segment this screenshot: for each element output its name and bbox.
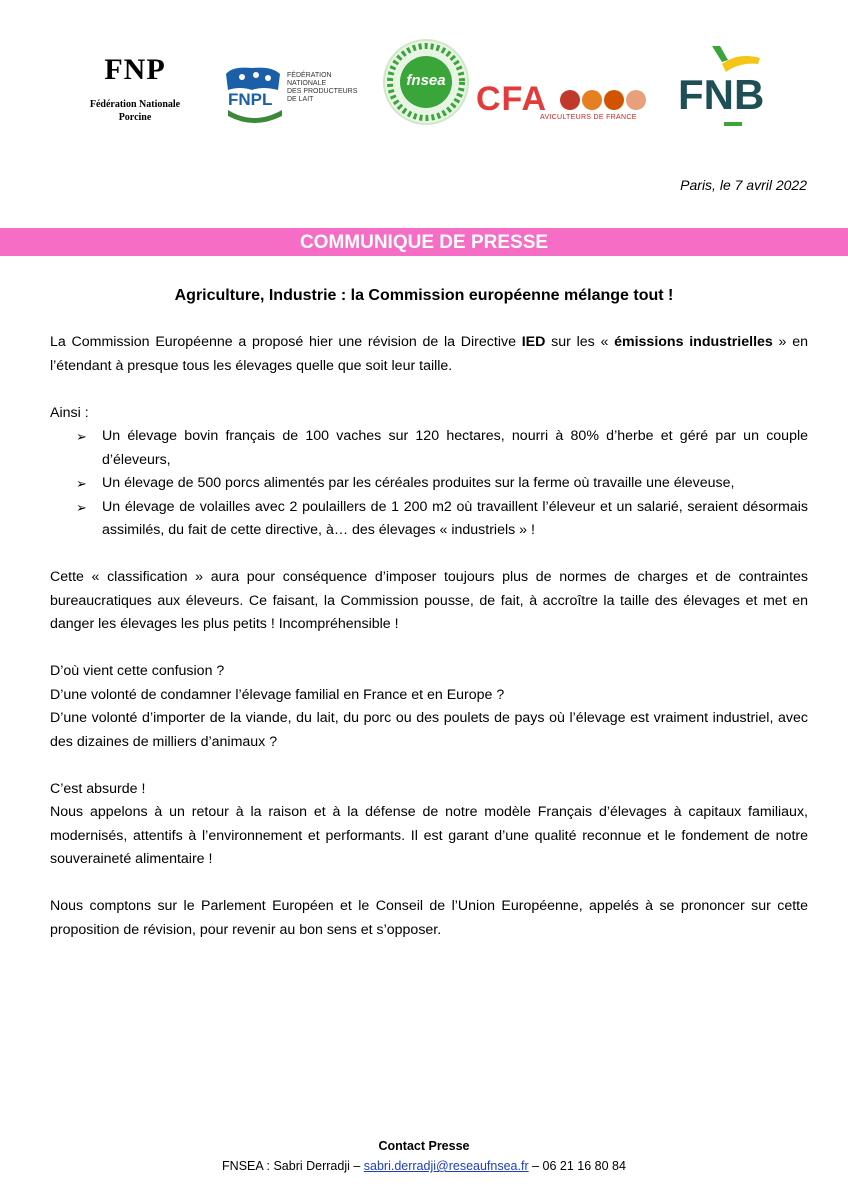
intro-text-1: La Commission Européenne a proposé hier une révision de la Directive	[50, 334, 522, 350]
arrow-bullet-icon: ➢	[76, 476, 87, 491]
classification-paragraph: Cette « classification » aura pour conséquence d’imposer toujours plus de normes de charges et de contraintes bureaucratiques aux éleveurs. Ce faisant, la Commission pousse, de fait, à accroître la taille des élevages et met en danger les élevages les plus petits ! Incompréhensible !	[50, 569, 808, 632]
fnpl-text-4: DE LAIT	[287, 96, 314, 103]
fnpl-text-2: NATIONALE	[287, 80, 327, 87]
intro-text-3: » en l’étendant à presque tous les élevages quelle que soit leur taille.	[50, 334, 808, 374]
fnp-logo-subtitle-2: Porcine	[118, 112, 152, 123]
body-content	[50, 331, 808, 942]
examples-list	[50, 425, 808, 543]
cfa-logo	[474, 80, 654, 130]
appel-paragraph: Nous appelons à un retour à la raison et à la défense de notre modèle Français d’élevages à capitaux familiaux, modernisés, attentifs à l’environnement et performants. Il est garant d’une qualité reconnue et le fondement de notre souveraineté alimentaire !	[50, 804, 808, 867]
parlement-paragraph: Nous comptons sur le Parlement Européen et le Conseil de l’Union Européenne, appelés à se prononcer sur cette proposition de révision, pour revenir au bon sens et s’opposer.	[50, 898, 808, 938]
question-line: D’une volonté d’importer de la viande, du lait, du porc ou des poulets de pays où l’élevage est vraiment industriel, avec des dizaines de milliers d’animaux ?	[50, 710, 808, 750]
press-release-banner: COMMUNIQUE DE PRESSE	[0, 228, 848, 256]
fnsea-logo-name: fnsea	[406, 72, 446, 89]
fnb-logo	[672, 42, 782, 132]
arrow-bullet-icon: ➢	[76, 499, 87, 515]
contact-line	[0, 1156, 848, 1176]
arrow-bullet-icon: ➢	[76, 429, 87, 444]
fnpl-logo-name: FNPL	[228, 90, 273, 109]
intro-bold-emissions: émissions industrielles	[614, 334, 773, 350]
intro-bold-ied: IED	[521, 334, 546, 350]
question-line: D’une volonté de condamner l’élevage familial en France et en Europe ?	[50, 686, 505, 703]
list-item: ➢ Un élevage de volailles avec 2 poulaillers de 1 200 m2 où travaillent l’éleveur et un salarié, seraient désormais assimilés, du fait de cette directive, à… des élevages « industriels » !	[102, 496, 808, 543]
contact-email-link[interactable]: sabri.derradji@reseaufnsea.fr	[363, 1159, 529, 1173]
cfa-birds-icon	[558, 88, 654, 112]
fnp-logo-name: FNP	[104, 53, 166, 86]
cfa-logo-name: CFA	[476, 80, 547, 118]
contact-title: Contact Presse	[378, 1139, 470, 1153]
fnpl-logo	[222, 60, 362, 126]
press-contact	[0, 1136, 848, 1176]
intro-text-2: sur les «	[545, 334, 615, 350]
contact-name: FNSEA : Sabri Derradji –	[222, 1159, 364, 1173]
fnp-logo	[80, 52, 190, 124]
fnp-logo-subtitle-1: Fédération Nationale	[89, 99, 181, 110]
list-item: ➢ Un élevage de 500 porcs alimentés par les céréales produites sur la ferme où travaille une éleveuse,	[102, 472, 808, 496]
fnb-logo-name: FNB	[678, 71, 765, 118]
ainsi-label: Ainsi :	[50, 404, 89, 421]
contact-phone: – 06 21 16 80 84	[528, 1159, 626, 1173]
absurde-line: C’est absurde !	[50, 780, 146, 797]
fnpl-text-3: DES PRODUCTEURS	[287, 88, 358, 95]
cfa-logo-subtitle: AVICULTEURS DE FRANCE	[540, 114, 637, 121]
intro-paragraph	[50, 331, 808, 378]
fnpl-text-1: FÉDÉRATION	[287, 72, 332, 79]
fnpl-logo-text	[287, 72, 367, 104]
date-line: Paris, le 7 avril 2022	[680, 177, 807, 193]
question-line: D’où vient cette confusion ?	[50, 663, 225, 679]
list-item: ➢ Un élevage bovin français de 100 vaches sur 120 hectares, nourri à 80% d’herbe et géré par un couple d’éleveurs,	[102, 425, 808, 472]
fnsea-logo	[382, 38, 470, 126]
headline: Agriculture, Industrie : la Commission européenne mélange tout !	[174, 287, 674, 304]
logo-bar	[0, 0, 848, 150]
